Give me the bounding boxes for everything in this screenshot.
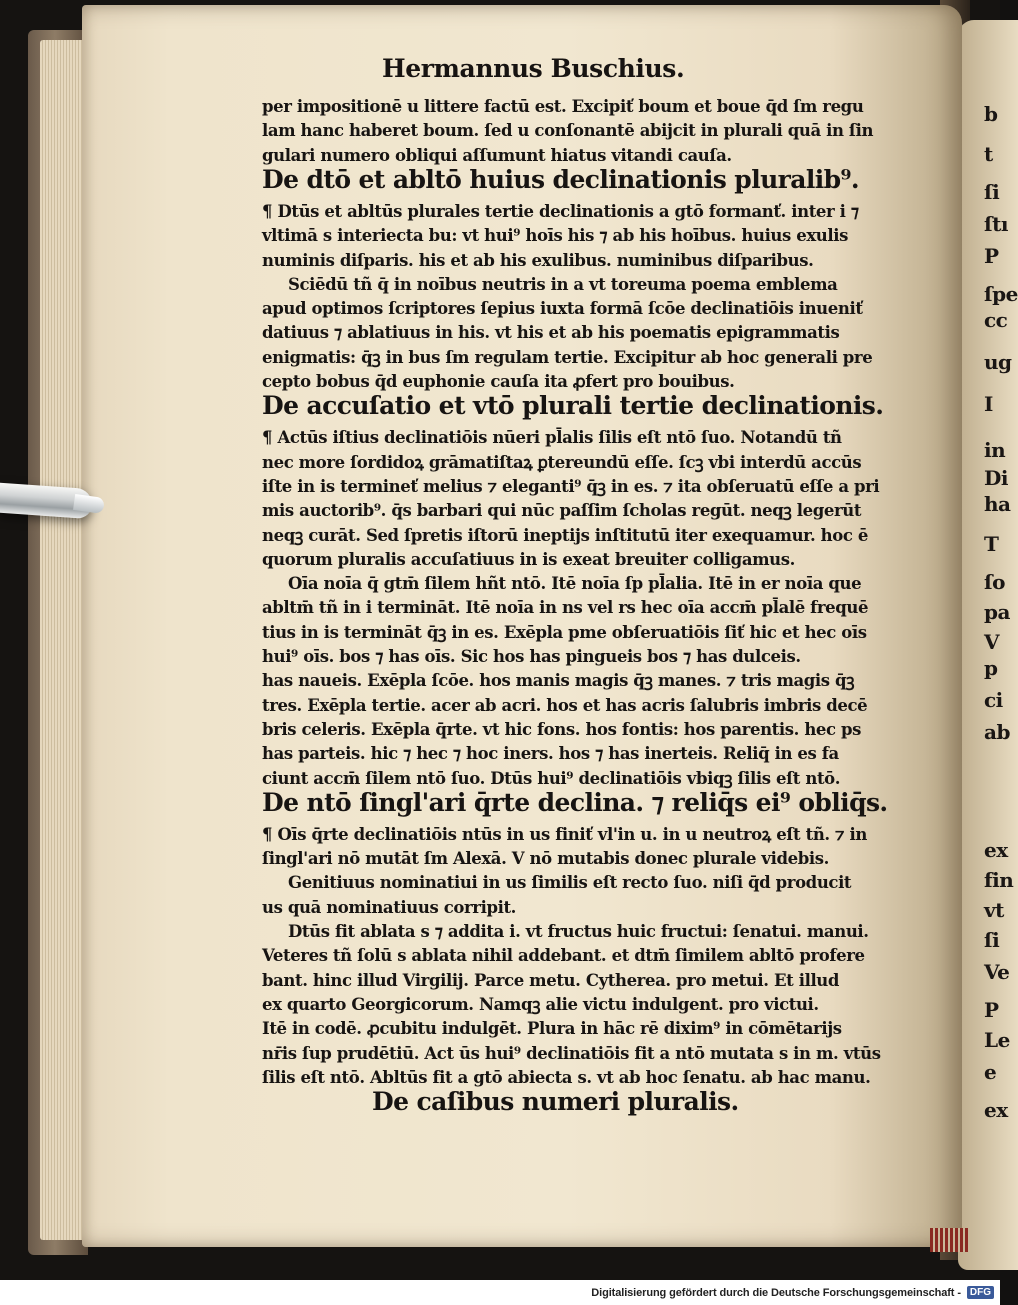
text-line: ſingl'ari nō mutāt ſm Alexā. V nō mutabis donec plurale videbis. bbox=[262, 849, 829, 869]
text-line: neqꝫ curāt. Sed ſpretis iſtorū ineptijs inſtitutū iter exequamur. hoc ē bbox=[262, 525, 868, 545]
facing-page-fragment: Ve bbox=[984, 960, 1010, 984]
text-line: has parteis. hic ⁊ hec ⁊ hoc iners. hos ⁊ has inerteis. Reliq̄ in es fa bbox=[262, 744, 839, 764]
section-heading: De ntō ſingl'ari q̄rte declina. ⁊ reliq̄s ei⁹ obliq̄s. bbox=[262, 787, 888, 817]
text-line: has naueis. Exēpla ſcōe. hos manis magis q̄ꝫ manes. ⁊ tris magis q̄ꝫ bbox=[262, 671, 855, 691]
text-line: datiuus ⁊ ablatiuus in his. vt his et ab his poematis epigrammatis bbox=[262, 323, 840, 343]
facing-page-fragment: Le bbox=[984, 1028, 1010, 1052]
facing-page-fragment: ug bbox=[984, 350, 1012, 374]
text-line: nr̄is ſup prudētiū. Act ūs hui⁹ declinatiōis fit a ntō mutata s in m. vtūs bbox=[262, 1043, 881, 1063]
facing-page-fragment: vt bbox=[984, 898, 1004, 922]
text-line: ¶ Oīs q̄rte declinatiōis ntūs in us finiť vl'in u. in u neutroꝝ eſt tñ. ⁊ in bbox=[262, 824, 867, 844]
text-line: Sciēdū tñ q̄ in noībus neutris in a vt toreuma poema emblema bbox=[288, 274, 838, 294]
running-head: Hermannus Buschius. bbox=[382, 54, 685, 83]
text-line: cepto bobus q̄d euphonie cauſa ita ꝓfert pro bouibus. bbox=[262, 372, 735, 391]
facing-page-fragment: ſi bbox=[984, 928, 1000, 952]
facing-page-fragment: ci bbox=[984, 688, 1003, 712]
text-line: mis auctorib⁹. q̄s barbari qui nūc paſſim ſcholas regūt. neqꝫ legerūt bbox=[262, 501, 862, 521]
text-line: hui⁹ oīs. bos ⁊ has oīs. Sic hos has pingueis bos ⁊ has dulceis. bbox=[262, 647, 801, 666]
text-line: Oīa noīa q̄ gtm̄ ſilem hñt ntō. Itē noīa ſp pl̄alia. Itē in er noīa que bbox=[288, 574, 862, 594]
text-line: bant. hinc illud Virgilij. Parce metu. Cytherea. pro metui. Et illud bbox=[262, 970, 840, 990]
text-line: ex quarto Georgicorum. Namqꝫ alie victu indulgent. pro victui. bbox=[262, 994, 819, 1014]
text-line: bris celeris. Exēpla q̄rte. vt hic fons. hos fontis: hos parentis. hec ps bbox=[262, 719, 862, 739]
facing-page-fragment: I bbox=[984, 392, 993, 416]
text-line: lam hanc haberet boum. ſed u conſonantē abijcit in plurali quā in ſin bbox=[262, 121, 874, 141]
facing-page-fragment: P bbox=[984, 998, 999, 1022]
text-line: nec more ſordidoꝝ grāmatiſtaꝝ ꝑtereundū eſſe. ſcꝫ vbi interdū accūs bbox=[262, 452, 862, 472]
section-heading: De caſibus numeri pluralis. bbox=[372, 1087, 739, 1117]
facing-page-fragment: ex bbox=[984, 1098, 1008, 1122]
text-line: ¶ Dtūs et abltūs plurales tertie declinationis a gtō formanť. inter i ⁊ bbox=[262, 201, 859, 221]
facing-page-fragment: ſi bbox=[984, 180, 1000, 204]
text-line: enigmatis: q̄ꝫ in bus ſm regulam tertie. Excipitur ab hoc generali pre bbox=[262, 347, 873, 367]
text-line: gulari numero obliqui aſſumunt hiatus vitandi cauſa. bbox=[262, 145, 732, 165]
facing-page-fragment: t bbox=[984, 142, 993, 166]
text-line: Dtūs fit ablata s ⁊ addita i. vt fructus huic fructui: ſenatui. manui. bbox=[288, 922, 869, 941]
facing-page-fragment: cc bbox=[984, 308, 1008, 332]
digitization-footer bbox=[0, 1280, 1000, 1305]
facing-page-fragment: ab bbox=[984, 720, 1010, 744]
text-line: tres. Exēpla tertie. acer ab acri. hos et has acris ſalubris imbris decē bbox=[262, 695, 868, 715]
text-line: ſilis eſt ntō. Abltūs fit a gtō abiecta s. vt ab hoc ſenatu. ab hac manu. bbox=[262, 1067, 871, 1087]
page-holder-weight bbox=[0, 480, 108, 536]
facing-page-fragment: ſtı bbox=[984, 212, 1008, 236]
facing-page-fragment: ha bbox=[984, 492, 1011, 516]
text-line: Veteres tñ ſolū s ablata nihil addebant. et dtm̄ ſimilem abltō profere bbox=[262, 946, 865, 966]
text-line: ciunt accm̄ ſilem ntō ſuo. Dtūs hui⁹ declinatiōis vbiqꝫ ſilis eſt ntō. bbox=[262, 768, 841, 788]
facing-page-fragment: pa bbox=[984, 600, 1010, 624]
facing-page-fragment: T bbox=[984, 532, 999, 556]
facing-page-fragment: e bbox=[984, 1060, 997, 1084]
text-line: numinis diſparis. his et ab his exulibus. numinibus diſparibus. bbox=[262, 250, 814, 270]
facing-page bbox=[958, 20, 1018, 1270]
funding-credit: Digitalisierung gefördert durch die Deutsche Forschungsgemeinschaft - bbox=[591, 1286, 961, 1299]
facing-page-fragment: P bbox=[984, 244, 999, 268]
dfg-logo: DFG bbox=[967, 1286, 994, 1299]
facing-page-fragment: b bbox=[984, 102, 998, 126]
text-line: tius in is termināt q̄ꝫ in es. Exēpla pme obſeruatiōis ſiť hic et hec oīs bbox=[262, 622, 867, 642]
facing-page-fragment: ex bbox=[984, 838, 1008, 862]
text-line: ¶ Actūs iſtius declinatiōis nūeri pl̄alis ſilis eſt ntō ſuo. Notandū tñ bbox=[262, 428, 842, 448]
facing-page-fragment: fin bbox=[984, 868, 1014, 892]
text-line: vltimā s interiecta bu: vt hui⁹ hoīs his ⁊ ab his hoībus. huius exulis bbox=[262, 226, 849, 246]
text-line: Genitiuus nominatiui in us ſimilis eſt recto ſuo. niſi q̄d producit bbox=[288, 873, 852, 893]
facing-page-fragment: p bbox=[984, 656, 998, 680]
facing-page-fragment: in bbox=[984, 438, 1006, 462]
text-line: us quā nominatiuus corripit. bbox=[262, 897, 517, 917]
text-line: abltm̄ tñ in i termināt. Itē noīa in ns vel rs hec oīa accm̄ pl̄alē frequē bbox=[262, 598, 869, 618]
facing-page-fragment: Di bbox=[984, 466, 1008, 490]
text-line: quorum pluralis accuſatiuus in is exeat breuiter colligamus. bbox=[262, 549, 795, 569]
facing-page-fragment: V bbox=[984, 630, 1000, 654]
bookmark-ribbon bbox=[930, 1228, 970, 1252]
text-line: apud optimos ſcriptores ſepius iuxta formā ſcōe declinatiōis inueniť bbox=[262, 299, 863, 319]
text-line: iſte in is termineť melius ⁊ eleganti⁹ q̄ꝫ in es. ⁊ ita obſeruatū eſſe a pri bbox=[262, 476, 880, 496]
section-heading: De dtō et abltō huius declinationis pluralib⁹. bbox=[262, 164, 859, 194]
facing-page-fragment: ſpe bbox=[984, 282, 1018, 306]
section-heading: De accuſatio et vtō plurali tertie declinationis. bbox=[262, 391, 884, 421]
facing-page-fragment: ſo bbox=[984, 570, 1005, 594]
text-line: per impositionē u littere factū est. Excipiť boum et boue q̄d ſm regu bbox=[262, 97, 864, 116]
text-line: Itē in codē. ꝓcubitu indulgēt. Plura in hāc rē dixim⁹ in cōmētarijs bbox=[262, 1019, 842, 1039]
